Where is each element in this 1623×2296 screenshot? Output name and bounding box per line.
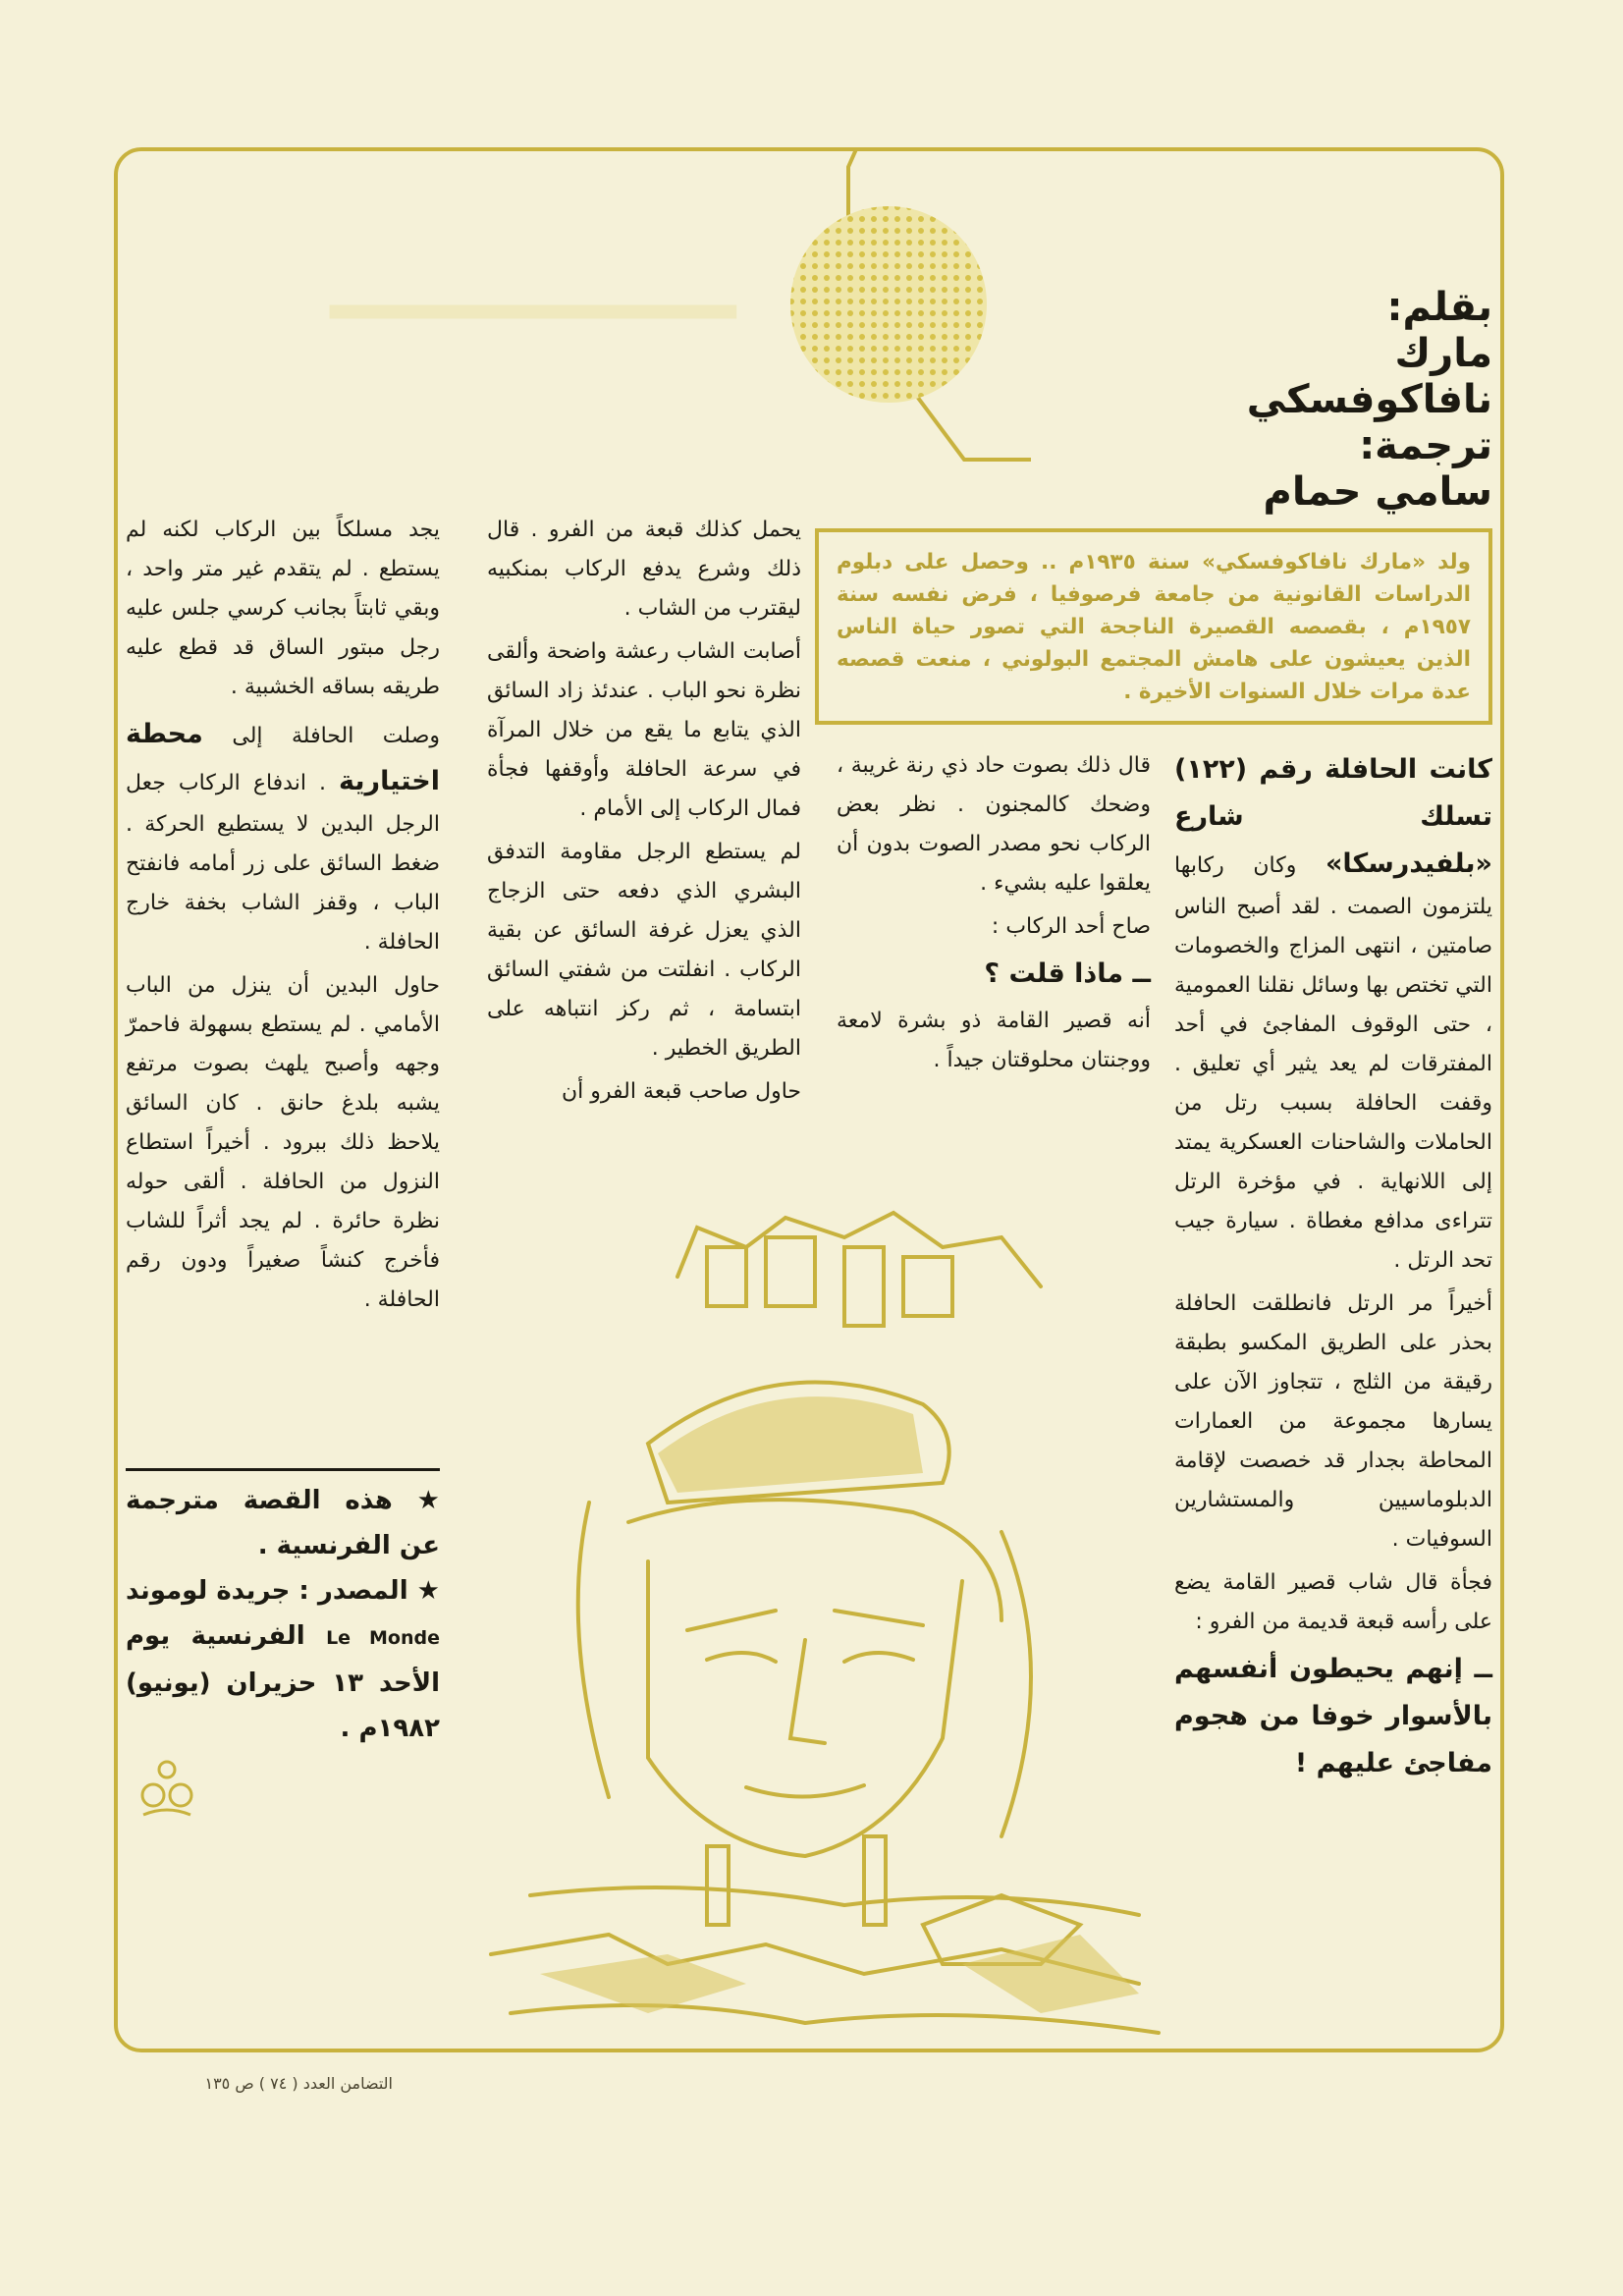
paragraph: حاول صاحب قبعة الفرو أن xyxy=(561,1079,801,1104)
note-translation: ★ هذه القصة مترجمة عن الفرنسية . xyxy=(126,1486,440,1560)
author-intro-box: ولد «مارك نافاكوفسكي» سنة ١٩٣٥م .. وحصل على دبلوم الدراسات القانونية من جامعة فرصوفيا ، فرض نفسه سنة ١٩٥٧م ، بقصصه القصيرة الناجحة التي تصور حياة الناس الذين يعيشون على هامش المجتمع البولوني ، منعت قصصه عدة مرات خلال السنوات الأخيرة . xyxy=(815,528,1492,725)
paragraph: فجأة قال شاب قصير القامة يضع على رأسه قبعة قديمة من الفرو : xyxy=(1174,1570,1492,1634)
paragraph-text: وكان ركابها يلتزمون الصمت . لقد أصبح الناس صامتين ، انتهى المزاج والخصومات التي تختص بها وسائل نقلنا العمومية ، حتى الوقوف المفاجئ في أحد المفترقات لم يعد يثير أي تعليق . وقفت الحافلة بسبب رتل من الحاملات والشاحنات العسكرية يمتد إلى اللانهاية . في مؤخرة الرتل تتراءى مدافع مغطاة . سيارة جيب تحد الرتل . xyxy=(1174,853,1492,1273)
paragraph: يجد مسلكاً بين الركاب لكنه لم يستطع . لم يتقدم غير متر واحد ، وبقي ثابتاً بجانب كرسي جلس عليه رجل مبتور الساق قد قطع عليه طريقه بساقه الخشبية . xyxy=(126,518,440,699)
dialogue-line: ــ ماذا قلت ؟ xyxy=(984,958,1151,989)
paragraph: أنه قصير القامة ذو بشرة لامعة ووجنتان محلوقتان جيداً . xyxy=(837,1009,1151,1072)
column-4 xyxy=(126,511,440,1324)
emphasis-phrase: محطة اختيارية xyxy=(126,719,440,796)
paragraph: لم يستطع الرجل مقاومة التدفق البشري الذي دفعه حتى الزجاج الذي يعزل غرفة السائق عن بقية الركاب . انفلتت من شفتي السائق ابتسامة ، ثم ركز انتباهه على الطريق الخطير . xyxy=(487,840,801,1061)
translation-label: ترجمة: xyxy=(1359,423,1492,468)
page-footer: التضامن العدد ( ٧٤ ) ص ١٣٥ xyxy=(204,2074,393,2093)
paragraph: حاول البدين أن ينزل من الباب الأمامي . لم يستطع بسهولة فاحمرّ وجهه وأصبح يلهث بصوت مرتفع يشبه بلدغ حانق . كان السائق يلاحظ ذلك ببرود . أخيراً استطاع النزول من الحافلة . ألقى حوله نظرة حائرة . لم يجد أثراً للشاب فأخرج كنشاً صغيراً ودون رقم الحافلة . xyxy=(126,973,440,1312)
note-source xyxy=(126,1568,440,1751)
newspaper-name-latin: Le Monde xyxy=(326,1627,440,1649)
paragraph: أخيراً مر الرتل فانطلقت الحافلة بحذر على الطريق المكسو بطبقة رقيقة من الثلج ، تتجاوز الآن على يسارها مجموعة من العمارات المحاطة بجدار قد خصصت لإقامة الدبلوماسيين والمستشارين السوفيات . xyxy=(1174,1291,1492,1552)
ornament-disc-icon xyxy=(785,201,992,408)
notes-divider xyxy=(126,1468,440,1471)
paragraph: صاح أحد الركاب : xyxy=(991,914,1151,939)
dialogue-line: ــ إنهم يحيطون أنفسهم بالأسوار خوفا من هجوم مفاجئ عليهم ! xyxy=(1174,1654,1492,1778)
paragraph: قال ذلك بصوت حاد ذي رنة غريبة ، وضحك كالمجنون . نظر بعض الركاب نحو مصدر الصوت بدون أن يعلقوا عليه بشيء . xyxy=(837,753,1151,896)
byline-label: بقلم: xyxy=(1386,285,1492,330)
opening-phrase: كانت الحافلة رقم (١٢٢) تسلك شارع «بلفيدرسكا» xyxy=(1174,754,1492,879)
column-3 xyxy=(487,511,801,1116)
column-1 xyxy=(1174,746,1492,1791)
story-notes xyxy=(126,1478,440,1751)
paragraph: يحمل كذلك قبعة من الفرو . قال ذلك وشرع يدفع الركاب بمنكبيه ليقترب من الشاب . xyxy=(487,518,801,621)
paragraph xyxy=(126,711,440,962)
translator-name: سامي حمام xyxy=(1263,469,1492,515)
byline xyxy=(1159,285,1492,516)
paragraph-text: . اندفاع الركاب جعل الرجل البدين لا يستطيع الحركة . ضغط السائق على زر أمامه فانفتح الباب ، وقفز الشاب بخفة خارج الحافلة . xyxy=(126,771,440,955)
paragraph xyxy=(1174,746,1492,1281)
paragraph-text: وصلت الحافلة إلى xyxy=(202,724,440,748)
end-emblem-icon xyxy=(137,1758,196,1823)
paragraph: أصابت الشاب رعشة واضحة وألقى نظرة نحو الباب . عندئذ زاد السائق الذي يتابع ما يقع من خلال المرآة في سرعة الحافلة وأوقفها فجأة فمال الركاب إلى الأمام . xyxy=(487,639,801,821)
author-name: مارك نافاكوفسكي xyxy=(1246,331,1492,422)
column-2 xyxy=(837,746,1151,1084)
decorative-title-watermark: ⸻ xyxy=(324,202,736,397)
note-source-date: الفرنسية يوم الأحد ١٣ حزيران (يونيو) ١٩٨٢م . xyxy=(126,1621,440,1743)
illustration-portrait xyxy=(452,1208,1178,2052)
note-source-text: ★ المصدر : جريدة لوموند xyxy=(126,1576,440,1606)
